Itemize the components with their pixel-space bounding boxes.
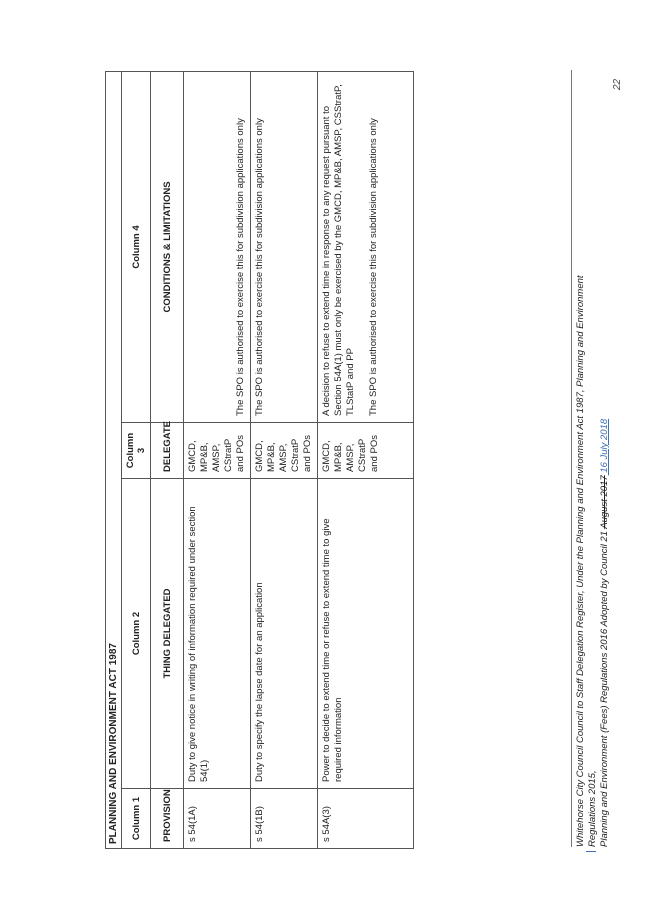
conditions-cell <box>184 71 251 422</box>
footer-line-1: Whitehorse City Council Council to Staff Delegation Register, Under the Planning and Environment Act 1987, Planning and Environment Regulations 2015, <box>575 275 598 847</box>
column-number: Column 1 <box>122 789 151 849</box>
column-heading: PROVISION <box>151 789 184 849</box>
column-number: Column 3 <box>122 423 151 479</box>
thing-delegated-cell: Duty to specify the lapse date for an application <box>251 479 318 789</box>
deleted-date: August 2017 <box>599 475 610 529</box>
column-heading: DELEGATE <box>151 423 184 479</box>
footer-line-2 <box>599 227 611 847</box>
provision-cell: s 54A(3) <box>318 789 414 849</box>
page-number: 22 <box>612 78 623 90</box>
table-row <box>251 71 318 848</box>
thing-delegated-cell: Duty to give notice in writing of information required under section 54(1) <box>184 479 251 789</box>
condition-text: The SPO is authorised to exercise this for subdivision applications only <box>235 118 246 416</box>
table-row <box>318 71 414 848</box>
column-headings-row <box>151 71 184 848</box>
column-number: Column 4 <box>122 71 151 422</box>
column-heading: CONDITIONS & LIMITATIONS <box>151 71 184 422</box>
conditions-cell <box>318 71 414 422</box>
conditions-cell <box>251 71 318 422</box>
delegate-cell: GMCD, MP&B, AMSP, CStratP and POs <box>184 423 251 479</box>
inserted-date: 16 July 2018 <box>599 418 610 476</box>
change-bar <box>586 851 596 852</box>
thing-delegated-cell: Power to decide to extend time or refuse to extend time to give required information <box>318 479 414 789</box>
condition-text: The SPO is authorised to exercise this for subdivision applications only <box>254 118 265 416</box>
column-numbers-row <box>122 71 151 848</box>
condition-text: A decision to refuse to extend time in response to any request pursuant to Section 54A(1) must only be exercised by the GMCD, MP&B, AMSP, CSStratP, TLStatP and PP <box>321 84 356 416</box>
delegate-cell: GMCD, MP&B, AMSP, CStratP and POs <box>251 423 318 479</box>
provision-cell: s 54(1A) <box>184 789 251 849</box>
provision-cell: s 54(1B) <box>251 789 318 849</box>
condition-text: The SPO is authorised to exercise this for subdivision applications only <box>368 118 379 416</box>
delegation-table <box>105 71 414 849</box>
act-title: PLANNING AND ENVIRONMENT ACT 1987 <box>106 71 122 848</box>
footer-adopted-text: Planning and Environment (Fees) Regulations 2016 Adopted by Council 21 <box>599 528 610 847</box>
table-row <box>184 71 251 848</box>
column-number: Column 2 <box>122 479 151 789</box>
footer <box>575 227 611 847</box>
act-title-row <box>106 71 122 848</box>
footer-divider <box>571 70 572 847</box>
column-heading: THING DELEGATED <box>151 479 184 789</box>
delegate-cell: GMCD, MP&B, AMSP, CStratP and POs <box>318 423 414 479</box>
